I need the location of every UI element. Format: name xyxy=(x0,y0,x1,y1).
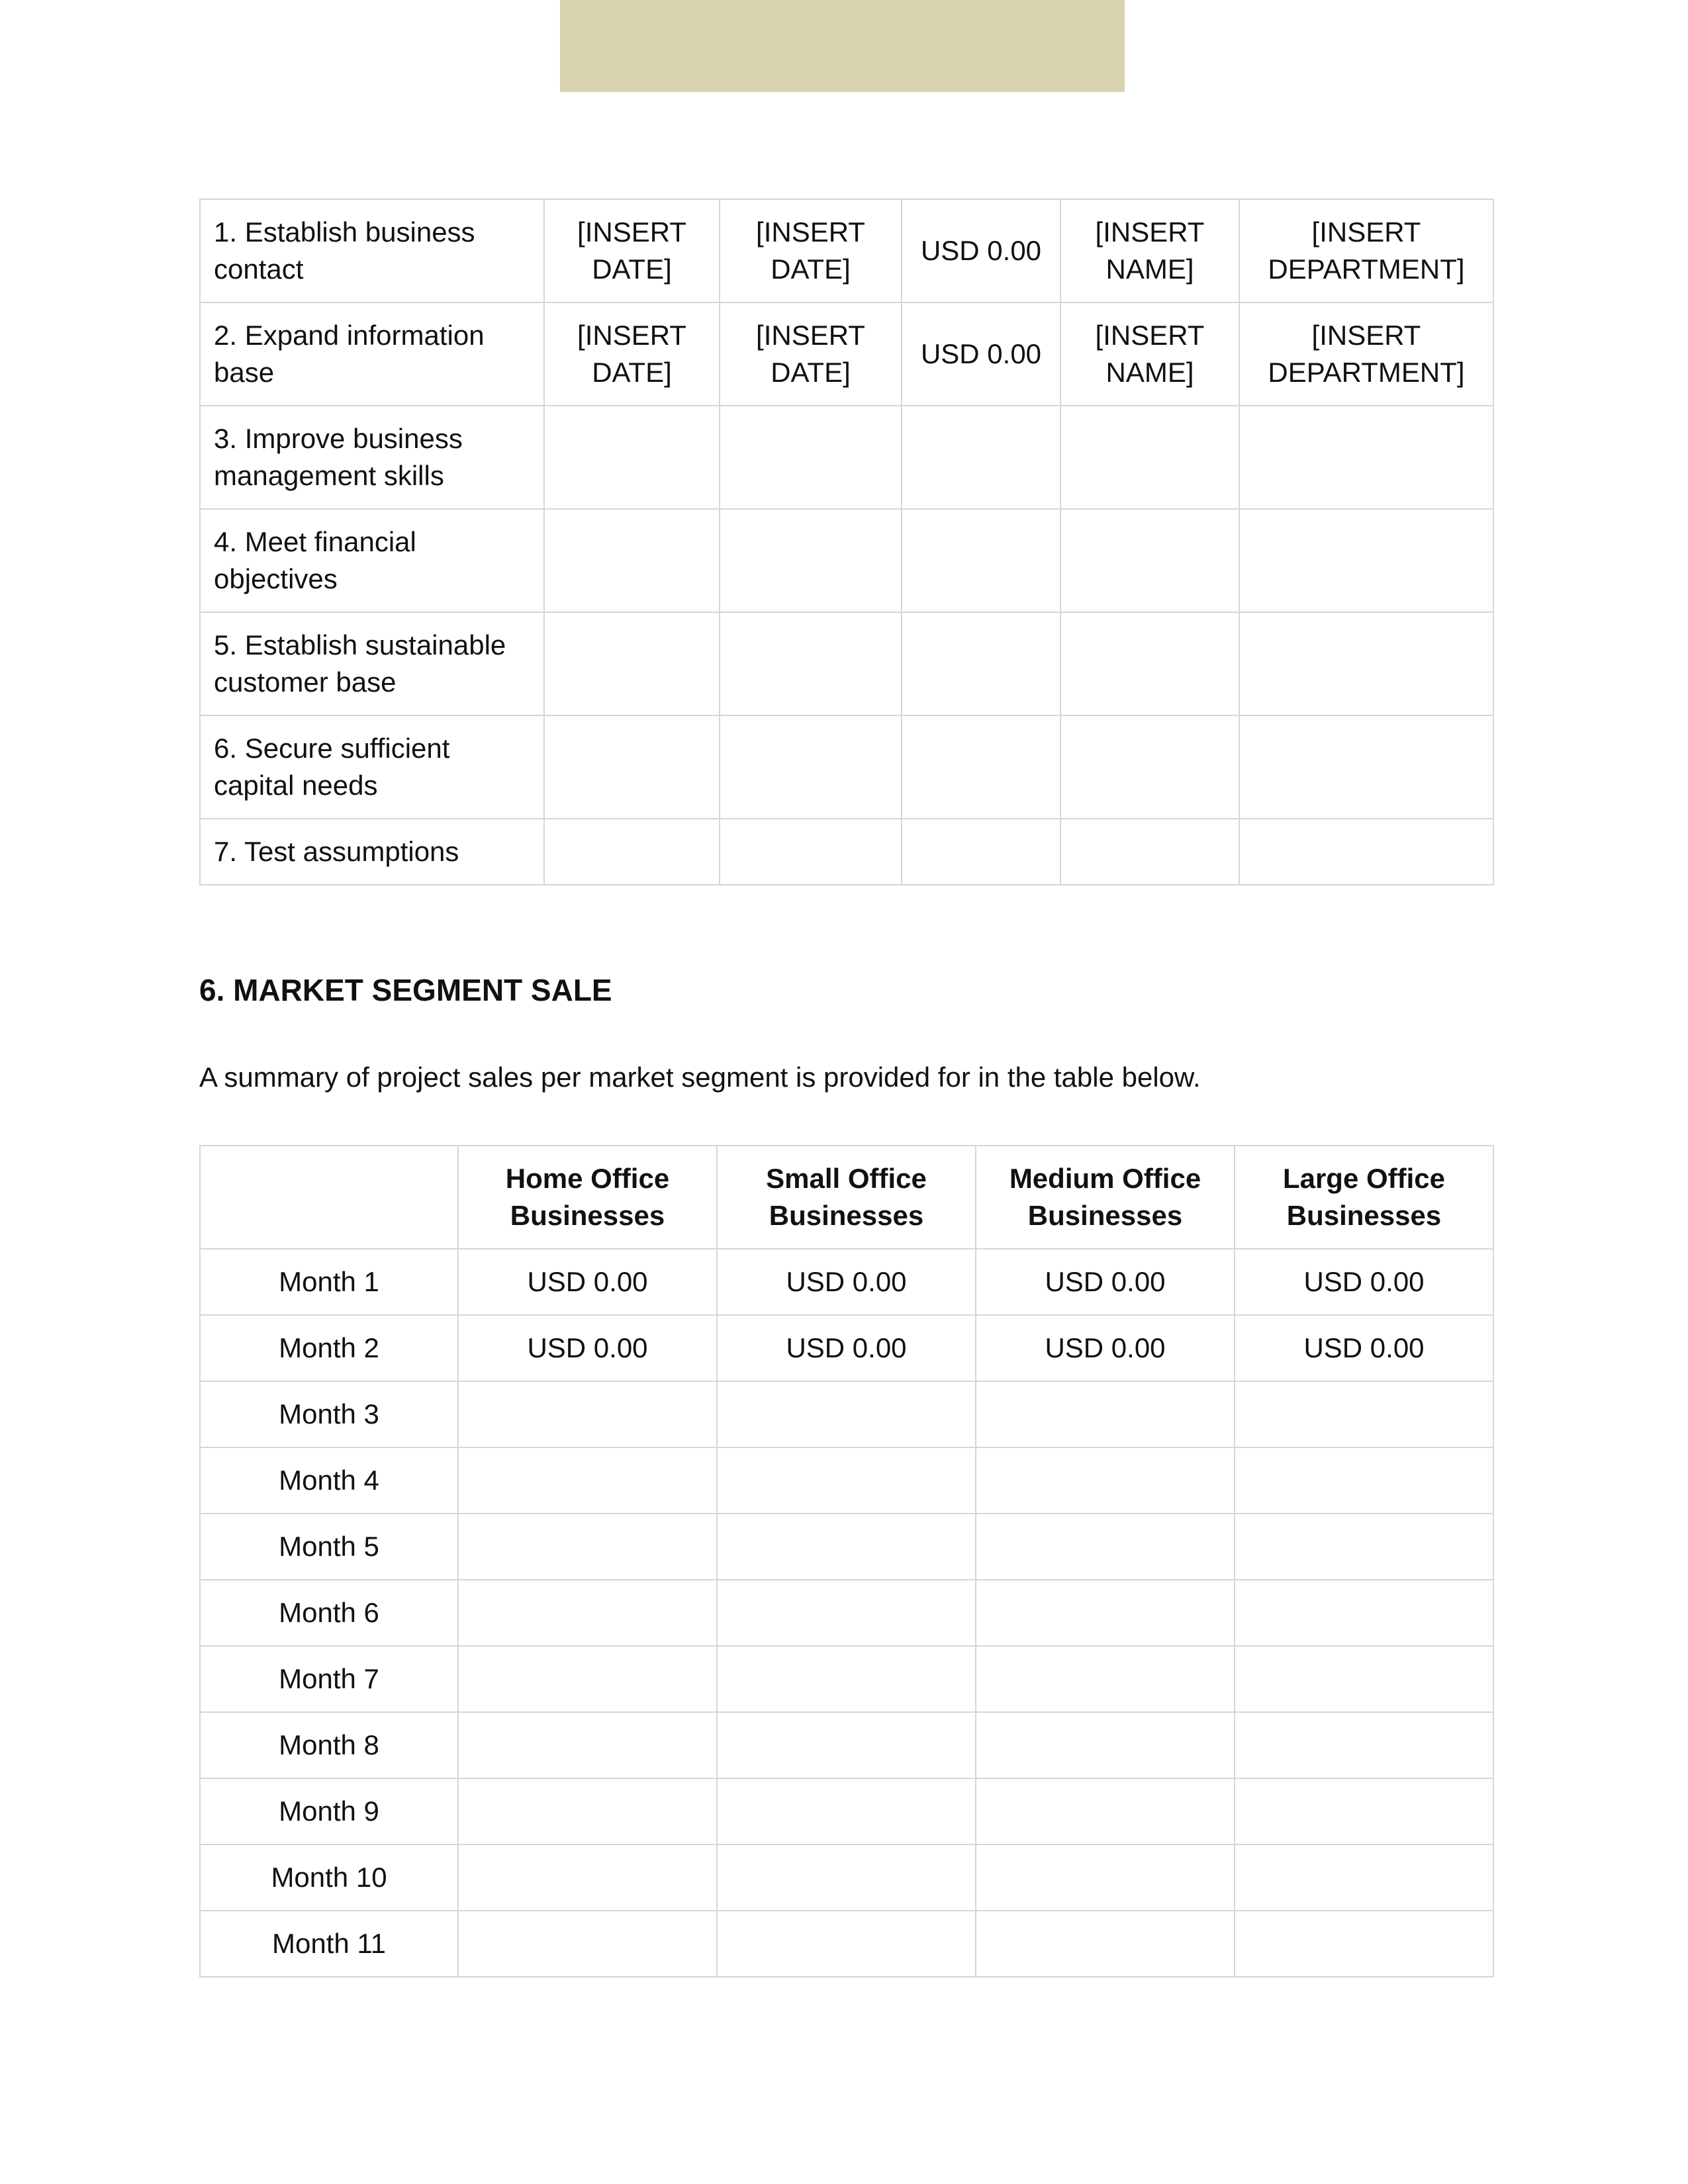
value-cell xyxy=(976,1514,1235,1580)
value-cell xyxy=(458,1447,717,1514)
milestone-cell: 1. Establish business contact xyxy=(200,199,544,302)
column-header-medium-office: Medium Office Businesses xyxy=(976,1146,1235,1249)
budget-cell xyxy=(902,612,1060,715)
month-cell: Month 4 xyxy=(200,1447,458,1514)
table-row xyxy=(200,1514,1493,1580)
value-cell xyxy=(1235,1447,1493,1514)
value-cell xyxy=(1235,1580,1493,1646)
value-cell: USD 0.00 xyxy=(1235,1315,1493,1381)
value-cell xyxy=(1235,1844,1493,1911)
manager-cell xyxy=(1060,715,1239,819)
value-cell xyxy=(1235,1712,1493,1778)
table-row xyxy=(200,1447,1493,1514)
milestone-cell: 6. Secure sufficient capital needs xyxy=(200,715,544,819)
department-cell: [INSERT DEPARTMENT] xyxy=(1239,302,1493,406)
table-header-row xyxy=(200,1146,1493,1249)
start-date-cell: [INSERT DATE] xyxy=(544,302,720,406)
value-cell xyxy=(1235,1778,1493,1844)
month-cell: Month 5 xyxy=(200,1514,458,1580)
end-date-cell: [INSERT DATE] xyxy=(720,199,902,302)
manager-cell xyxy=(1060,509,1239,612)
department-cell xyxy=(1239,819,1493,885)
end-date-cell xyxy=(720,612,902,715)
end-date-cell xyxy=(720,715,902,819)
end-date-cell xyxy=(720,406,902,509)
value-cell xyxy=(717,1712,976,1778)
value-cell xyxy=(717,1447,976,1514)
header-color-bar xyxy=(560,0,1125,92)
table-row xyxy=(200,302,1493,406)
department-cell xyxy=(1239,715,1493,819)
start-date-cell xyxy=(544,819,720,885)
value-cell: USD 0.00 xyxy=(1235,1249,1493,1315)
value-cell xyxy=(717,1514,976,1580)
value-cell xyxy=(458,1844,717,1911)
month-cell: Month 7 xyxy=(200,1646,458,1712)
start-date-cell xyxy=(544,612,720,715)
month-cell: Month 10 xyxy=(200,1844,458,1911)
value-cell xyxy=(458,1778,717,1844)
value-cell xyxy=(1235,1514,1493,1580)
table-row xyxy=(200,509,1493,612)
month-cell: Month 8 xyxy=(200,1712,458,1778)
value-cell xyxy=(717,1580,976,1646)
manager-cell: [INSERT NAME] xyxy=(1060,302,1239,406)
department-cell xyxy=(1239,406,1493,509)
table-row xyxy=(200,715,1493,819)
start-date-cell xyxy=(544,715,720,819)
value-cell: USD 0.00 xyxy=(976,1249,1235,1315)
value-cell: USD 0.00 xyxy=(717,1249,976,1315)
department-cell xyxy=(1239,509,1493,612)
market-segment-table xyxy=(199,1145,1494,1978)
value-cell xyxy=(976,1646,1235,1712)
value-cell: USD 0.00 xyxy=(717,1315,976,1381)
value-cell: USD 0.00 xyxy=(458,1249,717,1315)
budget-cell xyxy=(902,509,1060,612)
table-row xyxy=(200,1580,1493,1646)
milestone-cell: 2. Expand information base xyxy=(200,302,544,406)
value-cell xyxy=(1235,1911,1493,1977)
table-row xyxy=(200,1381,1493,1447)
manager-cell xyxy=(1060,406,1239,509)
department-cell: [INSERT DEPARTMENT] xyxy=(1239,199,1493,302)
value-cell xyxy=(717,1646,976,1712)
value-cell xyxy=(717,1844,976,1911)
manager-cell xyxy=(1060,819,1239,885)
table-row xyxy=(200,1315,1493,1381)
table-row xyxy=(200,1646,1493,1712)
table-row xyxy=(200,1911,1493,1977)
column-header-small-office: Small Office Businesses xyxy=(717,1146,976,1249)
milestone-cell: 3. Improve business management skills xyxy=(200,406,544,509)
table-row xyxy=(200,199,1493,302)
value-cell xyxy=(976,1712,1235,1778)
table-row xyxy=(200,1712,1493,1778)
column-header-home-office: Home Office Businesses xyxy=(458,1146,717,1249)
milestone-cell: 4. Meet financial objectives xyxy=(200,509,544,612)
value-cell xyxy=(1235,1646,1493,1712)
value-cell xyxy=(1235,1381,1493,1447)
month-cell: Month 6 xyxy=(200,1580,458,1646)
section-intro: A summary of project sales per market segment is provided for in the table below. xyxy=(199,1062,1201,1093)
column-header-large-office: Large Office Businesses xyxy=(1235,1146,1493,1249)
budget-cell xyxy=(902,819,1060,885)
start-date-cell: [INSERT DATE] xyxy=(544,199,720,302)
month-cell: Month 11 xyxy=(200,1911,458,1977)
milestone-cell: 7. Test assumptions xyxy=(200,819,544,885)
budget-cell: USD 0.00 xyxy=(902,199,1060,302)
value-cell: USD 0.00 xyxy=(458,1315,717,1381)
value-cell xyxy=(976,1381,1235,1447)
start-date-cell xyxy=(544,509,720,612)
value-cell xyxy=(458,1712,717,1778)
value-cell xyxy=(458,1646,717,1712)
end-date-cell xyxy=(720,819,902,885)
end-date-cell xyxy=(720,509,902,612)
month-cell: Month 1 xyxy=(200,1249,458,1315)
value-cell xyxy=(458,1381,717,1447)
table-row xyxy=(200,612,1493,715)
column-header-empty xyxy=(200,1146,458,1249)
value-cell xyxy=(458,1580,717,1646)
month-cell: Month 2 xyxy=(200,1315,458,1381)
value-cell xyxy=(717,1381,976,1447)
table-row xyxy=(200,819,1493,885)
value-cell xyxy=(976,1580,1235,1646)
table-row xyxy=(200,1249,1493,1315)
value-cell xyxy=(976,1447,1235,1514)
table-row xyxy=(200,406,1493,509)
value-cell xyxy=(458,1514,717,1580)
value-cell xyxy=(976,1911,1235,1977)
milestones-table xyxy=(199,199,1494,886)
value-cell xyxy=(976,1844,1235,1911)
value-cell xyxy=(717,1911,976,1977)
value-cell xyxy=(458,1911,717,1977)
budget-cell xyxy=(902,715,1060,819)
table-row xyxy=(200,1778,1493,1844)
month-cell: Month 9 xyxy=(200,1778,458,1844)
section-heading: 6. MARKET SEGMENT SALE xyxy=(199,973,612,1007)
manager-cell: [INSERT NAME] xyxy=(1060,199,1239,302)
table-row xyxy=(200,1844,1493,1911)
milestone-cell: 5. Establish sustainable customer base xyxy=(200,612,544,715)
month-cell: Month 3 xyxy=(200,1381,458,1447)
value-cell: USD 0.00 xyxy=(976,1315,1235,1381)
end-date-cell: [INSERT DATE] xyxy=(720,302,902,406)
start-date-cell xyxy=(544,406,720,509)
value-cell xyxy=(717,1778,976,1844)
value-cell xyxy=(976,1778,1235,1844)
department-cell xyxy=(1239,612,1493,715)
budget-cell xyxy=(902,406,1060,509)
manager-cell xyxy=(1060,612,1239,715)
budget-cell: USD 0.00 xyxy=(902,302,1060,406)
